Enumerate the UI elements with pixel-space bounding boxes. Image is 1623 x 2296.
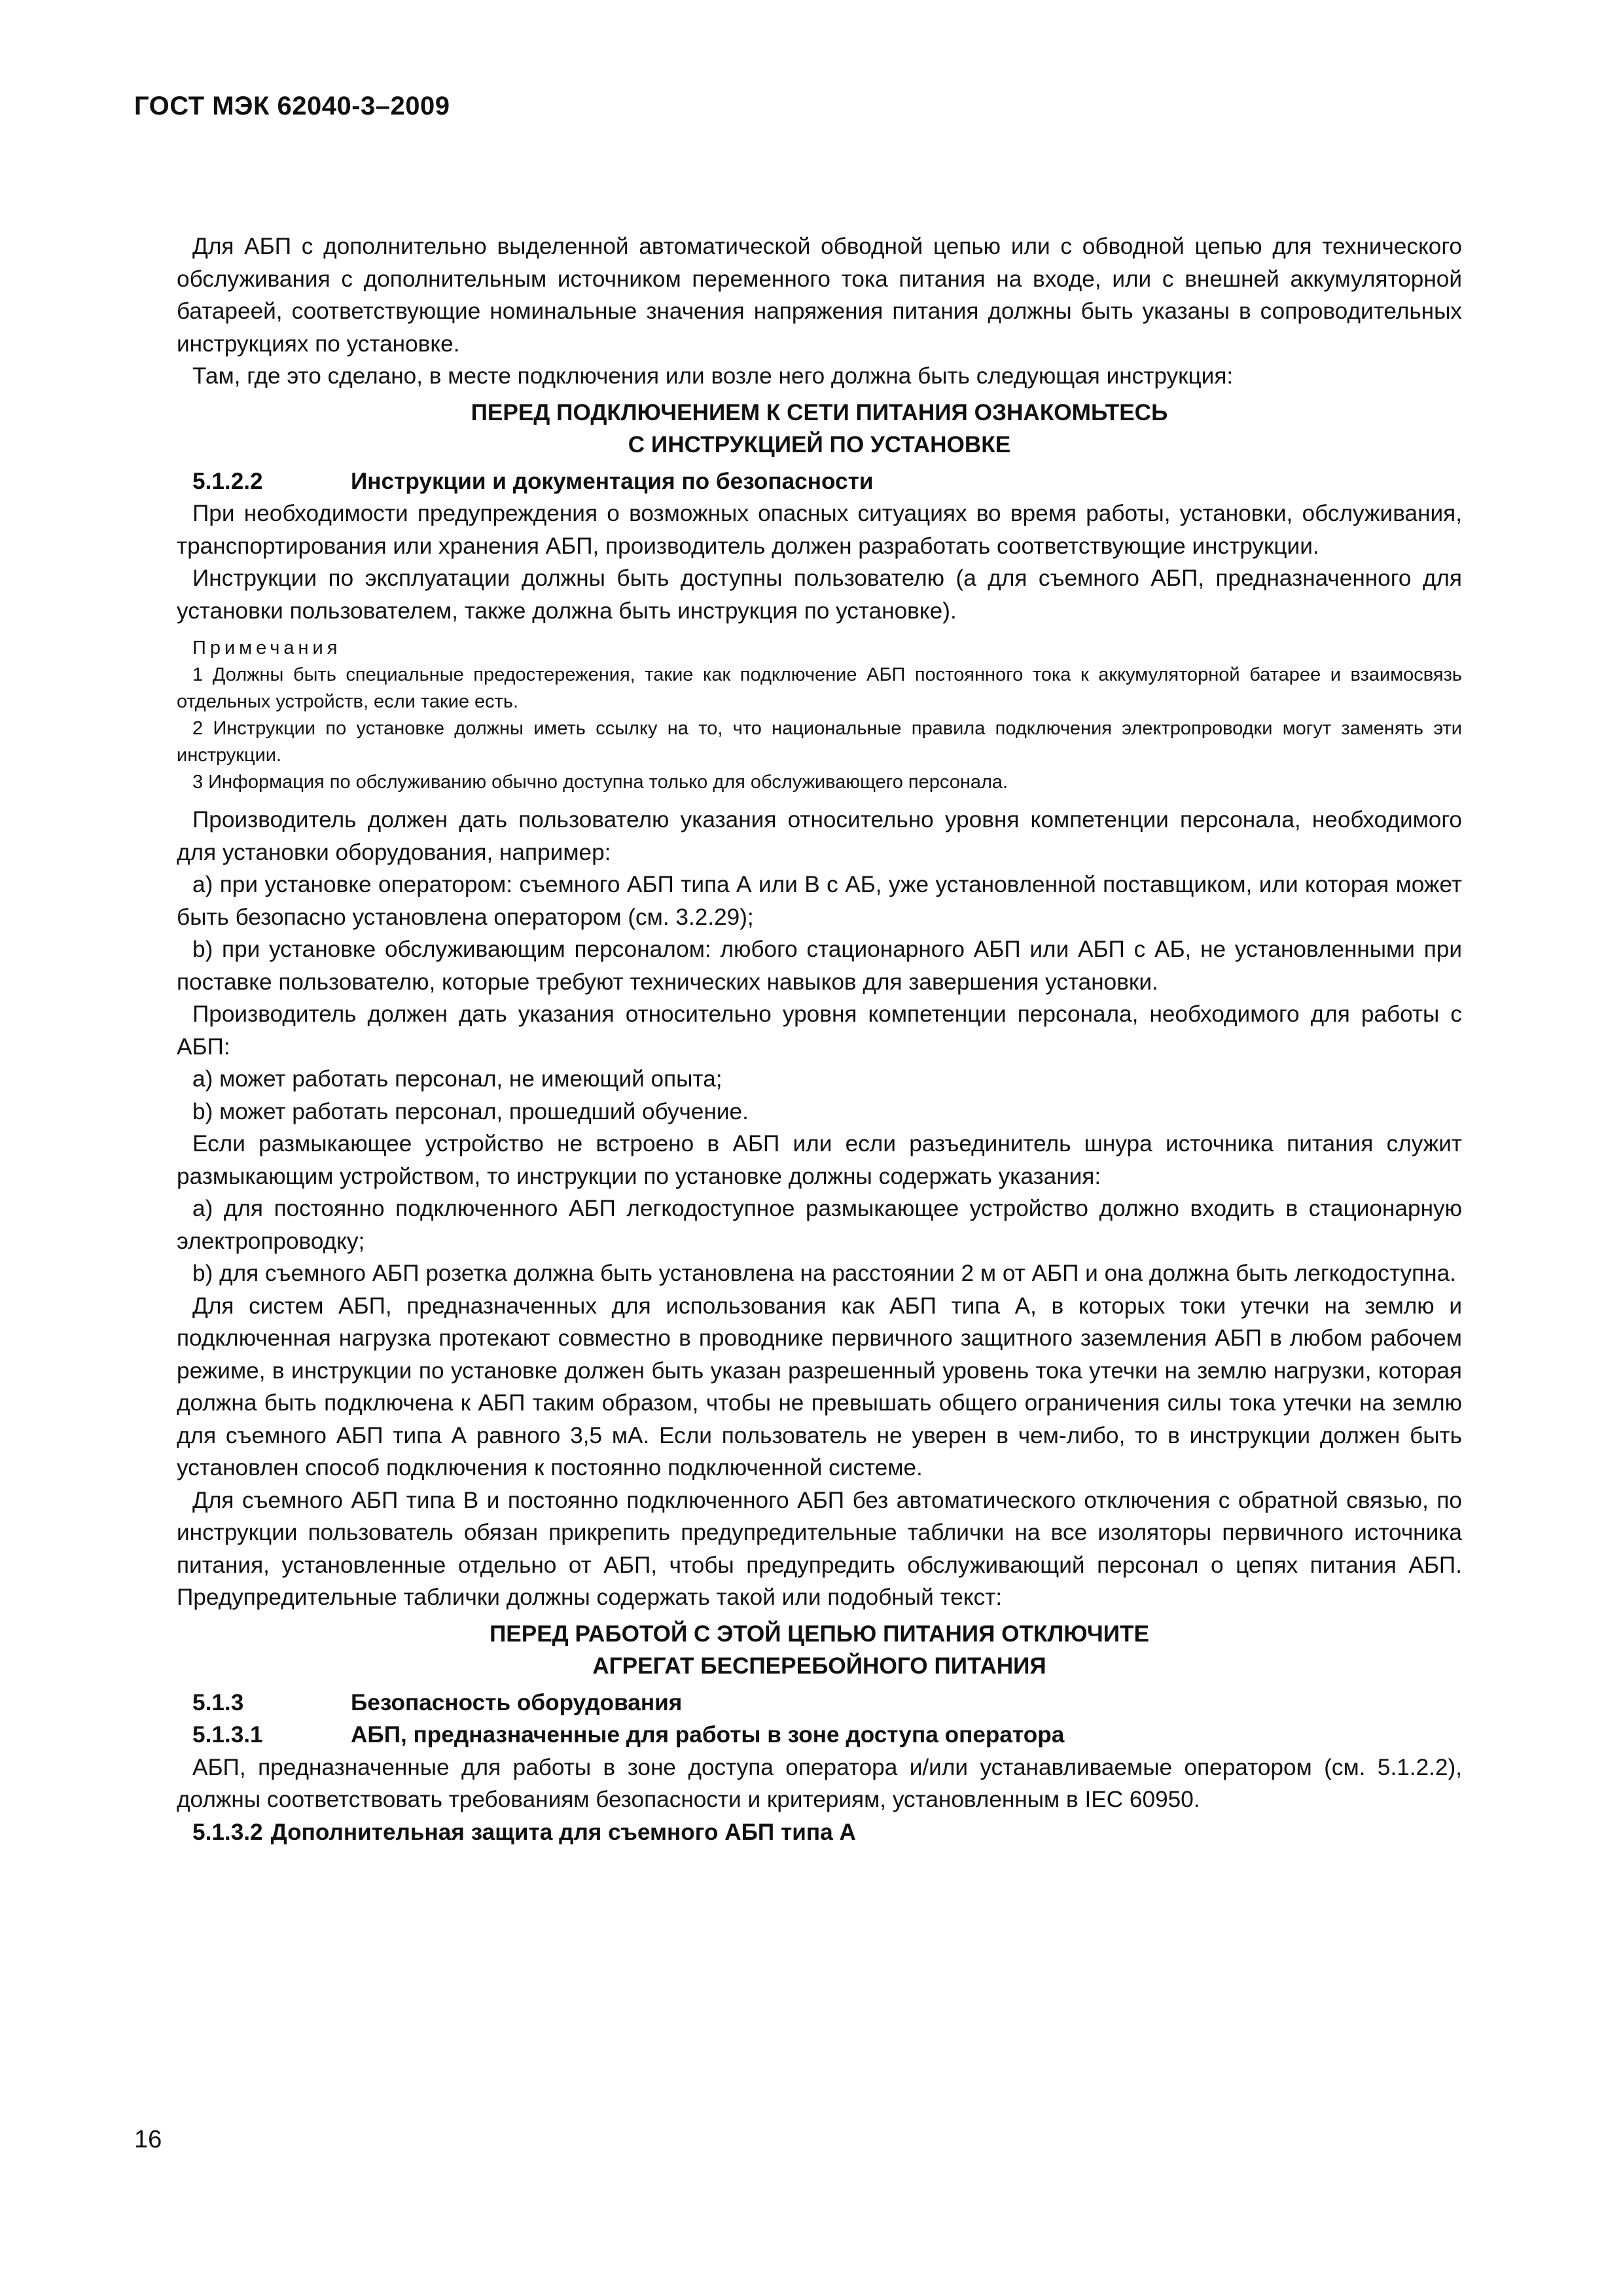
notes-block: [177, 635, 1462, 796]
section-heading-5-1-2-2: [177, 465, 1462, 498]
section-title: АБП, предназначенные для работы в зоне доступа оператора: [351, 1722, 1065, 1748]
paragraph: Если размыкающее устройство не встроено в АБП или если разъединитель шнура источника питания служит размыкающим устройством, то инструкции по установке должны содержать указания:: [177, 1131, 1462, 1189]
warning-line: ПЕРЕД ПОДКЛЮЧЕНИЕМ К СЕТИ ПИТАНИЯ ОЗНАКОМЬТЕСЬ: [471, 399, 1168, 425]
section-heading-5-1-3-2: [177, 1816, 1462, 1849]
paragraph: При необходимости предупреждения о возможных опасных ситуациях во время работы, установки, обслуживания, транспортирования или хранения АБП, производитель должен разработать соответствующие инструкции.: [177, 501, 1462, 559]
paragraph: Производитель должен дать пользователю указания относительно уровня компетенции персонала, необходимого для установки оборудования, например:: [177, 807, 1462, 865]
list-item: а) для постоянно подключенного АБП легкодоступное размыкающее устройство должно входить в стационарную электропроводку;: [177, 1196, 1462, 1254]
section-number: 5.1.2.2: [192, 468, 263, 494]
paragraph: Для систем АБП, предназначенных для использования как АБП типа А, в которых токи утечки на землю и подключенная нагрузка протекают совместно в проводнике первичного защитного заземления АБП в любом рабочем режиме, в инструкции по установке должен быть указан разрешенный уровень тока утечки на землю нагрузки, которая должна быть подключена к АБП таким образом, чтобы не превышать общего ограничения силы тока утечки на землю для съемного АБП типа А равного 3,5 мА. Если пользователь не уверен в чем-либо, то в инструкции должен быть установлен способ подключения к постоянно подключенной системе.: [177, 1293, 1462, 1480]
list-item: а) при установке оператором: съемного АБП типа А или В с АБ, уже установленной поставщиком, или которая может быть безопасно установлена оператором (см. 3.2.29);: [177, 872, 1462, 930]
page-number: 16: [134, 2126, 162, 2153]
section-heading-5-1-3: [177, 1687, 1462, 1719]
paragraph: Производитель должен дать указания относительно уровня компетенции персонала, необходимого для работы с АБП:: [177, 1001, 1462, 1060]
list-item: b) при установке обслуживающим персоналом: любого стационарного АБП или АБП с АБ, не установленными при поставке пользователю, которые требуют технических навыков для завершения установки.: [177, 937, 1462, 995]
list-item: а) может работать персонал, не имеющий опыта;: [192, 1066, 722, 1092]
list-item: b) может работать персонал, прошедший обучение.: [192, 1098, 749, 1124]
section-number: 5.1.3: [192, 1689, 244, 1715]
paragraph: Инструкции по эксплуатации должны быть доступны пользователю (а для съемного АБП, предназначенного для установки пользователем, также должна быть инструкция по установке).: [177, 565, 1462, 624]
warning-notice-connect: [177, 397, 1462, 461]
section-heading-5-1-3-1: [177, 1719, 1462, 1751]
note-item: 3 Информация по обслуживанию обычно доступна только для обслуживающего персонала.: [192, 772, 1008, 793]
notes-title: Примечания: [192, 637, 342, 658]
note-item: 2 Инструкции по установке должны иметь ссылку на то, что национальные правила подключения электропроводки могут заменять эти инструкции.: [177, 718, 1462, 766]
paragraph: Для АБП с дополнительно выделенной автоматической обводной цепью или с обводной цепью для технического обслуживания с дополнительным источником переменного тока питания на входе, или с внешней аккумуляторной батареей, соответствующие номинальные значения напряжения питания должны быть указаны в сопроводительных инструкциях по установке.: [177, 234, 1462, 357]
paragraph: Для съемного АБП типа В и постоянно подключенного АБП без автоматического отключения с обратной связью, по инструкции пользователь обязан прикрепить предупредительные таблички на все изоляторы первичного источника питания, установленные отдельно от АБП, чтобы предупредить обслуживающий персонал о цепях питания АБП. Предупредительные таблички должны содержать такой или подобный текст:: [177, 1487, 1462, 1610]
section-number: 5.1.3.1: [192, 1722, 263, 1748]
section-title: Дополнительная защита для съемного АБП типа А: [270, 1819, 856, 1845]
section-title: Безопасность оборудования: [351, 1689, 683, 1715]
section-title: Инструкции и документация по безопасности: [351, 468, 874, 494]
paragraph: Там, где это сделано, в месте подключения или возле него должна быть следующая инструкция:: [192, 363, 1234, 389]
warning-line: С ИНСТРУКЦИЕЙ ПО УСТАНОВКЕ: [628, 432, 1011, 457]
warning-line: ПЕРЕД РАБОТОЙ С ЭТОЙ ЦЕПЬЮ ПИТАНИЯ ОТКЛЮЧИТЕ: [489, 1621, 1149, 1647]
paragraph: АБП, предназначенные для работы в зоне доступа оператора и/или устанавливаемые оператором (см. 5.1.2.2), должны соответствовать требованиям безопасности и критериям, установленным в IEC 60950.: [177, 1754, 1462, 1812]
warning-line: АГРЕГАТ БЕСПЕРЕБОЙНОГО ПИТАНИЯ: [592, 1653, 1046, 1679]
page-body: [177, 230, 1462, 1848]
document-header: ГОСТ МЭК 62040-3–2009: [134, 92, 450, 120]
warning-notice-disconnect: [177, 1618, 1462, 1683]
list-item: b) для съемного АБП розетка должна быть установлена на расстоянии 2 м от АБП и она должна быть легкодоступна.: [192, 1261, 1456, 1286]
section-number: 5.1.3.2: [192, 1819, 263, 1845]
note-item: 1 Должны быть специальные предостережения, такие как подключение АБП постоянного тока к аккумуляторной батарее и взаимосвязь отдельных устройств, если такие есть.: [177, 664, 1462, 712]
